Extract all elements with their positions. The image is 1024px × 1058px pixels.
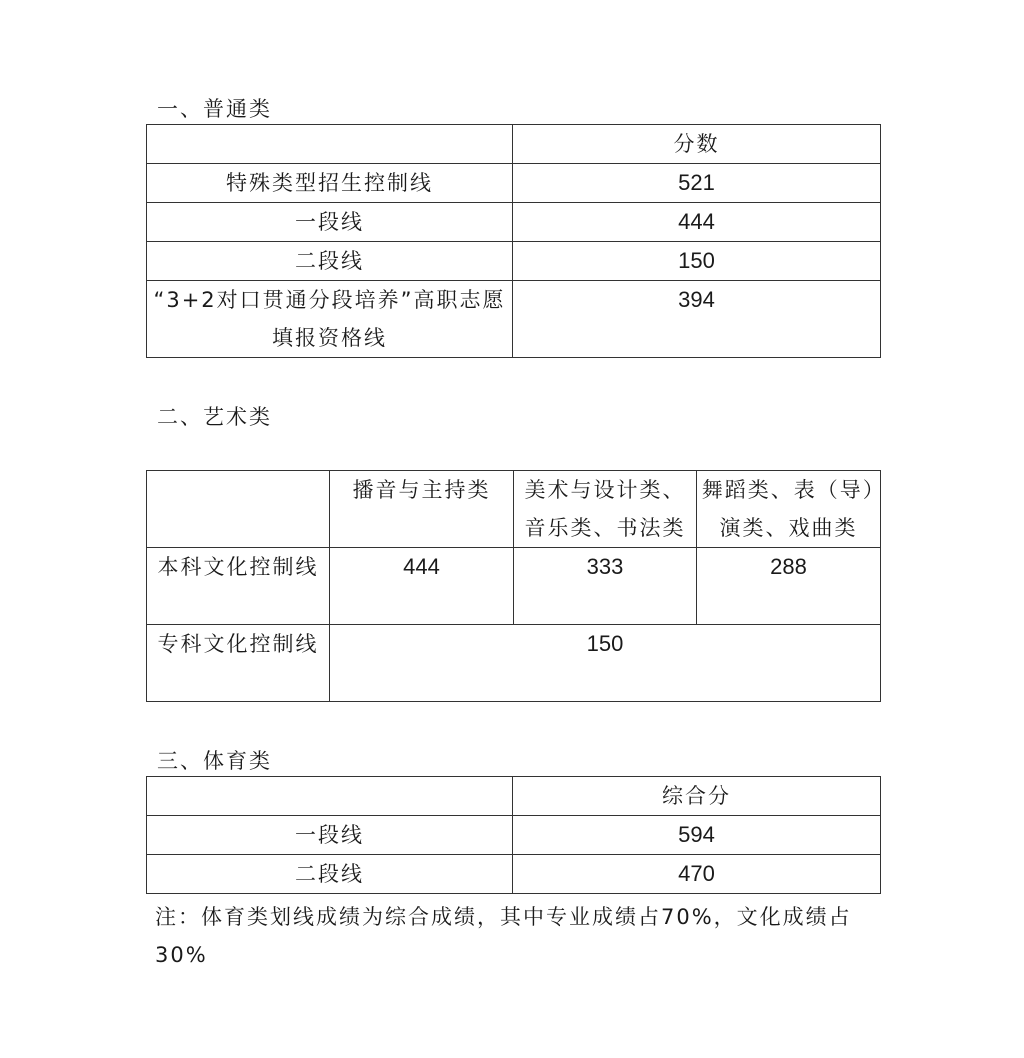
header-blank-cell: [147, 471, 330, 548]
table-row: [147, 164, 881, 203]
table-row: [147, 548, 881, 625]
row-value: 521: [513, 164, 881, 203]
header-score-cell: 综合分: [513, 777, 881, 816]
row-value: 150: [513, 242, 881, 281]
row-label: 专科文化控制线: [147, 625, 330, 702]
table-header-row: [147, 125, 881, 164]
table-row: [147, 816, 881, 855]
table-row: [147, 281, 881, 358]
section-heading-sports: 三、体育类: [157, 749, 272, 773]
sports-note: 注：体育类划线成绩为综合成绩，其中专业成绩占70%，文化成绩占30%: [155, 905, 852, 967]
art-score-table: [146, 470, 881, 702]
header-blank-cell: [147, 777, 513, 816]
row-label: 一段线: [147, 816, 513, 855]
row-value: 150: [330, 625, 881, 702]
row-label: “3+2对口贯通分段培养”高职志愿填报资格线: [147, 281, 513, 358]
table-row: [147, 242, 881, 281]
row-label: 特殊类型招生控制线: [147, 164, 513, 203]
row-value: 594: [513, 816, 881, 855]
table-row: [147, 855, 881, 894]
row-value: 470: [513, 855, 881, 894]
table-row: [147, 203, 881, 242]
table-header-row: [147, 471, 881, 548]
table-header-row: [147, 777, 881, 816]
general-score-table: [146, 124, 881, 358]
header-dance-cell: 舞蹈类、表（导）演类、戏曲类: [697, 471, 881, 548]
row-value: 444: [513, 203, 881, 242]
section-heading-art: 二、艺术类: [157, 405, 272, 429]
section-heading-general: 一、普通类: [157, 97, 272, 121]
row-label: 二段线: [147, 855, 513, 894]
header-blank-cell: [147, 125, 513, 164]
row-value: 288: [697, 548, 881, 625]
table-row: [147, 625, 881, 702]
row-value: 444: [330, 548, 514, 625]
row-value: 333: [514, 548, 697, 625]
row-label: 本科文化控制线: [147, 548, 330, 625]
row-label: 二段线: [147, 242, 513, 281]
header-fineart-cell: 美术与设计类、音乐类、书法类: [514, 471, 697, 548]
header-score-cell: 分数: [513, 125, 881, 164]
row-label: 一段线: [147, 203, 513, 242]
sports-score-table: [146, 776, 881, 894]
row-value: 394: [513, 281, 881, 358]
header-broadcast-cell: 播音与主持类: [330, 471, 514, 548]
